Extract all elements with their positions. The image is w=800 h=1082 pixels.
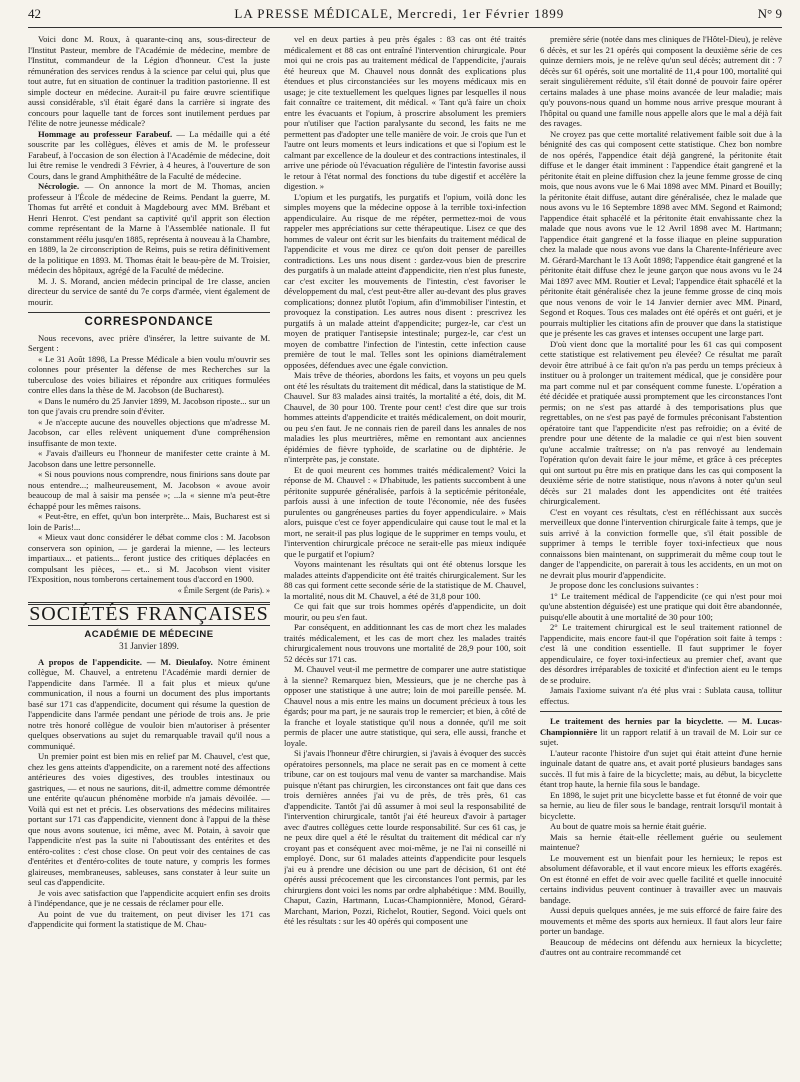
paragraph xyxy=(28,129,270,182)
paragraph: L'auteur raconte l'histoire d'un sujet qui était atteint d'une hernie inguinale datant de quatre ans, et avait porté plusieurs bandages sans succès. Il fut mis à faire de la bicyclette; mais, au début, la bicyclette étant trop haute, la hernie fila sous le bandage. xyxy=(540,747,782,789)
issue-number: N° 9 xyxy=(757,6,782,21)
signature: « Émile Sergent (de Paris). » xyxy=(177,585,270,595)
news-heading: Nécrologie. xyxy=(38,181,80,191)
column-2 xyxy=(284,34,526,1078)
paragraph: D'où vient donc que la mortalité pour les 61 cas qui composent cette statistique est relativement peu élevée? Ce résultat me paraît devoir être attribué à ce fait qu'on n'a pas perdu un temps précieux à instituer ou à prolonger un traitement médical, que je considère pour ma part comme nul et par conséquent comme funeste. L'opération a été décidée et pratiquée aussi promptement que les circonstances l'ont permis; on ne s'est pas attardé à des temporisations plus que regrettables, on ne s'est pas payé de formules préconisant l'abstention opératoire tant que l'appendicite n'est pas refroidie; on a évité de prendre pour une détente de la maladie ce qui n'est bien souvent qu'une accalmie traîtresse; on n'a pas renvoyé au lendemain l'opération qu'on devait faire le jour même, et grâce à ces préceptes qui ont surtout pu être mis en pratique dans les cas qui composent la deuxième série de notre statistique, nous n'avons à noter qu'un seul décès sur 21 malades dont les appendicites ont été traitées chirurgicalement. xyxy=(540,338,782,506)
paragraph: Beaucoup de médecins ont défendu aux hernieux la bicyclette; d'autres ont au contraire recommandé cet xyxy=(540,936,782,957)
session-date: 31 Janvier 1899. xyxy=(119,641,179,651)
paragraph: 1° Le traitement médical de l'appendicite (ce qui n'est pour moi qu'une abstention déguisée) est une pratique qui doit être abandonnée, puisqu'elle aboutit à une mortalité de 30 pour 100; xyxy=(540,590,782,622)
paragraph: première série (notée dans mes cliniques de l'Hôtel-Dieu), je relève 6 décès, et sur les 21 opérés qui composent la deuxième série de ces quinze derniers mois, je ne relève qu'un seul décès; autrement dit : 7 décès sur 61 opérés, soit une mortalité de 11,4 pour 100, mortalité qui serait singulièrement réduite, s'il était donné de pouvoir faire opérer certains malades à une phase moins avancée de leur maladie; mais qu'y pouvons-nous quand un homme nous arrive presque mourant à l'hôpital ou quand une famille nous appelle alors que le mal a déjà fait des ravages. xyxy=(540,34,782,128)
paragraph: 2° Le traitement chirurgical est le seul traitement rationnel de l'appendicite, mais encore faut-il que l'opération soit faite à temps : c'est là une condition essentielle. Il faut supprimer le foyer appendiculaire, ce foyer toxi-infectieux au premier chef, avant que des désordres irréparables de toxicité et d'infection aient eu le temps de se produire. xyxy=(540,622,782,685)
paragraph: « Dans le numéro du 25 Janvier 1899, M. Jacobson riposte... sur un ton que j'avais cru prendre soin d'éviter. xyxy=(28,395,270,416)
paragraph: Je propose donc les conclusions suivantes : xyxy=(550,580,699,590)
paragraph: M. Chauvel veut-il me permettre de comparer une autre statistique à la sienne? Remarquez bien, Messieurs, que je ne cherche pas à opposer une statistique à une autre; loin de moi pareille pensée. M. Chauvel nous a mis entre les mains un document précieux à tous les égards; pour ma part, je ne saurais trop le remercier; et bien, à côté de la franche et loyale statistique qu'il nous a donnée, qu'il me soit permis de placer une autre statistique, qui sera, elle aussi, franche et loyale. xyxy=(284,664,526,748)
paragraph: Nous recevons, avec prière d'insérer, la lettre suivante de M. Sergent : xyxy=(28,332,270,353)
paragraph xyxy=(28,181,270,276)
section-title: CORRESPONDANCE xyxy=(84,316,214,328)
news-text: — La médaille qui a été souscrite par les collègues, élèves et amis de M. le professeur Farabeuf, à l'occasion de son élection à l'Académie de médecine, doit lui être remise le vendredi 3 Février, à 4 heures, à l'ouverture de son Cours, dans le grand Amphithéâtre de la Faculté de médecine. xyxy=(28,128,270,181)
article-heading: Le traitement des hernies par la bicyclette. — M. Lucas-Championnière xyxy=(540,716,782,737)
paragraph: Aussi depuis quelques années, je me suis efforcé de faire faire des mouvements et même des sports aux hernieux. Il faut alors leur faire porter un bandage. xyxy=(540,905,782,936)
paragraph: Par conséquent, en additionnant les cas de mort chez les malades traités médicalement, et les cas de mort chez les malades traités chirurgicalement nous trouvons une mortalité de 28,9 pour 100, soit 52 décès sur 171 cas. xyxy=(284,622,526,664)
paragraph: Et de quoi meurent ces hommes traités médicalement? Voici la réponse de M. Chauvel : « D'habitude, les patients succombent à une péritonite suppurée généralisée, parfois à la septicémie péritonéale, parfois aussi à une infection de toute l'économie, née des fusées purulentes ou gangréneuses parties du foyer appendiculaire. » Mais alors, puisque c'est ce foyer appendiculaire qui cause tout le mal et la mort, ne serait-il pas plus logique de le supprimer en temps voulu, et l'intervention chirurgicale précoce ne serait-elle pas mieux indiquée que le purgatif et l'opium? xyxy=(284,464,526,559)
paragraph: Au point de vue du traitement, on peut diviser les 171 cas d'appendicite qui forment la statistique de M. Chau- xyxy=(28,908,270,929)
article-columns xyxy=(28,34,782,1078)
paragraph: M. J. S. Morand, ancien médecin principal de 1re classe, ancien directeur du service de santé du 7e corps d'armée, vient également de mourir. xyxy=(28,275,270,307)
paragraph: Si j'avais l'honneur d'être chirurgien, si j'avais à évoquer des succès opératoires personnels, ma place ne serait pas en ce moment à cette tribune, car on est toujours mal venu de vanter sa marchandise. Mais puisque n'étant pas chirurgien, les circonstances ont fait que dans ces trois dernières années j'ai vu de près, de très près, 61 cas d'appendicite. Tantôt j'ai dû assumer à moi seul la responsabilité de l'intervention chirurgicale, tantôt j'ai été heureux d'avoir à partager avec d'autres collègues cette lourde responsabilité. Sur ces 61 cas, je ne peux dire quel a été le résultat du traitement dit médical car n'y croyant pas et conséquent avec moi-même, je ne l'ai ni conseillé ni employé. Donc, sur 61 malades atteints d'appendicite pour lesquels j'ai eu à prendre une décision ou une part de décision, 61 ont été opérés aussi précocement que les circonstances l'ont permis, par les chirurgiens dont voici les noms par ordre alphabétique : MM. Bouilly, Chaput, Cazin, Hartmann, Lucas-Championnière, Monod, Gérard-Marchant, Marion, Pozzi, Richelot, Routier, Segond. Voici quels ont été les résultats : sur les 40 opérés qui composent une xyxy=(284,748,526,926)
paragraph: Jamais l'axiome suivant n'a été plus vrai : Sublata causa, tollitur effectus. xyxy=(540,685,782,706)
paragraph: En 1898, le sujet prit une bicyclette basse et fut étonné de voir que sa hernie, au lieu de filer sous le bandage, rentrait lorsqu'il montait à bicyclette. xyxy=(540,789,782,821)
section-title: SOCIÉTÉS FRANÇAISES xyxy=(29,603,269,625)
article-text: Notre éminent collègue, M. Chauvel, a entretenu l'Académie mardi dernier de l'appendicite dans l'armée. Il a fait plus et mieux qu'une communication, il nous a fourni un document des plus importants basé sur 171 cas d'appendicite, document qui résume la question de l'appendicite dans l'armée pendant une période de trois ans. Je prie notre très honoré collègue de vouloir bien m'autoriser à présenter quelques observations au sujet du remarquable travail qu'il nous a communiqué. xyxy=(28,656,270,751)
journal-title: LA PRESSE MÉDICALE, Mercredi, 1er Février 1899 xyxy=(234,6,565,21)
news-heading: Hommage au professeur Farabeuf. xyxy=(38,128,173,139)
paragraph: « Peut-être, en effet, qu'un bon interprète... Mais, Bucharest est si loin de Paris!... xyxy=(28,511,270,532)
column-1 xyxy=(28,34,270,1078)
paragraph: L'opium et les purgatifs, les purgatifs et l'opium, voilà donc les simples moyens que la médecine oppose à la terrible toxi-infection appendiculaire. Au risque de me répéter, permettez-moi de vous rappeler mes appréciations sur cette thérapeutique. Lisez ce que des hommes de valeur ont écrit sur les bienfaits du traitement médical de l'appendicite et vous me direz ce qu'on doit penser de pareilles contradictions. Les uns nous disent : gardez-vous bien de prescrire des purgatifs à un malade atteint d'appendicite, rien n'est plus funeste, car c'est exciter les mouvements de l'intestin, c'est favoriser le développement du mal, c'est peut-être aller au-devant des plus graves complications; donnez plutôt l'opium, afin d'immobiliser l'intestin, et provoquez la constipation. Les autres nous disent : prescrivez les purgatifs à un malade atteint d'appendicite; purgez-le, car c'est un moyen de pratiquer l'antisepsie intestinale; purgez-le, car c'est un moyen de combattre l'infection de l'intestin, cette infection cause première de tout le mal. Telles sont les opinions diamétralement opposées, défendues avec une égale conviction. xyxy=(284,191,526,370)
paragraph: Ce qui fait que sur trois hommes opérés d'appendicite, un doit mourir, ou peu s'en faut. xyxy=(284,601,526,622)
paragraph: Ne croyez pas que cette mortalité relativement faible soit due à la bénignité des cas qui composent cette statistique. Chez bon nombre de nos opérés, l'appendice était déjà gangrené, la péritonite était diffuse et le danger était imminent : l'appendice était gangrené et la péritonite était en pleine diffusion chez la jeune femme grosse de cinq mois, que nous avons vue le 6 Mai 1898 avec MM. Pinard et Bouilly; la péritonite était diffuse, autant dire généralisée, chez le malade que nous avons vu le 16 Septembre 1898 avec MM. Segond et Raimond; l'appendice était sphacélé et la péritonite était envahissante chez la malade que nous avons vue le 12 Avril 1898 avec M. Hartmann; l'appendice était gangrené et la fosse iliaque en pleine suppuration chez la malade que nous avons vue dans la Charente-Inférieure avec M. Gérard-Marchant le 13 Août 1898; l'appendice était gangrené et la péritonite était diffuse chez le jeune garçon que nous avons vu le 24 Mai 1897 avec MM. Routier et Leval; l'appendice était sphacélé et la péritonite était généralisée chez la jeune femme grosse de cinq mois que nous venons de voir le 14 Janvier dernier avec MM. Pinard, Segond et Roques. Tous ces malades ont été opérés et ont guéri, et je pourrais multiplier les citations afin de prouver que dans la statistique que je présente les cas graves et intenses occupent une large part. xyxy=(540,128,782,338)
paragraph: C'est en voyant ces résultats, c'est en réfléchissant aux succès merveilleux que donne l'intervention chirurgicale faite à temps, que je suis arrivé à la conviction formelle que, s'il était possible de supprimer à temps le terrible foyer toxi-infectieux que nous connaissons bien maintenant, on supprimerait du même coup tout le danger de l'appendicite, on parerait à tous les accidents, en un mot on ne devrait plus mourir d'appendicite. xyxy=(540,506,782,580)
paragraph xyxy=(540,716,782,748)
page-header xyxy=(28,6,782,28)
page-number: 42 xyxy=(28,6,41,21)
paragraph: Au bout de quatre mois sa hernie était guérie. xyxy=(550,821,707,831)
paragraph: Je vois avec satisfaction que l'appendicite acquiert enfin ses droits à l'indépendance, que je ne cessais de réclamer pour elle. xyxy=(28,887,270,908)
article-text: lit un rapport relatif à un travail de M. Loir sur ce sujet. xyxy=(540,726,782,747)
paragraph: vel en deux parties à peu près égales : 83 cas ont été traités médicalement et 88 cas ont entraîné l'intervention chirurgicale. Pour moi qui ne crois pas au traitement médical de l'appendicite, j'aurais été heureux que M. Chauvel nous donnât des explications plus étendues et plus circonstanciées sur les moyens médicaux mis en usage; je cite textuellement les quelques lignes par lesquelles il nous fait connaître ce traitement, dit médical. « Tant qu'à faire un choix entre les évacuants et l'opium, à proscrire absolument les premiers pour n'utiliser que l'action paralysante du second, les faits ne me permettent pas d'adopter une telle manière de voir. Je crois que l'un et l'autre ont leurs moments et leurs indications et que si l'opium est le calmant par excellence de la douleur et des contractions intestinales, il arrive une période où l'évacuation régulière de l'intestin favorise aussi le retour à l'état normal des fonctions du tube digestif et accélère la digestion. » xyxy=(284,34,526,191)
paragraph: « J'avais d'ailleurs eu l'honneur de manifester cette crainte à M. Jacobson dans une lettre personnelle. xyxy=(28,448,270,469)
divider xyxy=(28,312,270,313)
subsection-title: ACADÉMIE DE MÉDECINE xyxy=(84,628,214,640)
paragraph: « Le 31 Août 1898, La Presse Médicale a bien voulu m'ouvrir ses colonnes pour présenter la défense de mes Recherches sur la tuberculose des voies biliaires et répondre aux critiques formulées contre elles dans la thèse de M. Jacobson (de Bucharest). xyxy=(28,353,270,395)
article-heading: A propos de l'appendicite. — M. Dieulafoy. xyxy=(38,656,213,667)
paragraph: Le mouvement est un bienfait pour les hernieux; le repos est absolument défavorable, et il vaut encore mieux les efforts exagérés. On est étonné en effet de voir avec quelle facilité et quelle innocuité certains individus peuvent continuer à travailler avec un mauvais bandage. xyxy=(540,852,782,905)
divider xyxy=(540,711,782,712)
paragraph: « Je n'accepte aucune des nouvelles objections que m'adresse M. Jacobson, car elles relèvent uniquement d'une compréhension insuffisante de mon texte. xyxy=(28,416,270,448)
news-text: — On annonce la mort de M. Thomas, ancien professeur à l'École de médecine de Reims. Pendant la guerre, M. Thomas fut arrêté et conduit à Magdebourg avec MM. Brébant et Henri Henrot. C'est pendant sa captivité qu'il apprit son élection comme représentant de la Marne à l'Assemblée nationale. Il fut constamment réélu jusqu'en 1885, représenta à nouveau à la Chambre, en 1889, la 2e circonscription de Reims, puis se retira définitivement de la politique en 1893. M. Thomas était le beau-père de M. Troisier, médecin des hôpitaux, agrégé de la Faculté de médecine. xyxy=(28,181,270,275)
paragraph: Mais trêve de théories, abordons les faits, et voyons un peu quels ont été les résultats du traitement dit médical, dans la statistique de M. Chauvel. Sur 83 malades ainsi traités, la mortalité a été, dois, dit M. Chauvel, de 30 pour 100. Trente pour cent! c'est dire que sur trois hommes atteints d'appendicite et traités médicalement, on doit mourir, ou peu s'en faut. Je ne connais rien de pareil dans les annales de nos maladies les plus meurtrières, même en remontant aux anciennes épidémies de fièvre typhoïde, de scarlatine ou de diphtérie. Je n'interprète pas, je constate. xyxy=(284,370,526,464)
paragraph: « Mieux vaut donc considérer le débat comme clos : M. Jacobson conservera son opinion, — je garderai la mienne, — les lecteurs impartiaux... et patients... feront justice des critiques déplacées en compulsant les pièces, — et... si M. Jacobson vient visiter l'Exposition, nous tomberons certainement tous d'accord en 1900. xyxy=(28,532,270,584)
paragraph xyxy=(28,657,270,752)
paragraph: Voici donc M. Roux, à quarante-cinq ans, sous-directeur de l'Institut Pasteur, membre de l'Académie de médecine, membre de l'Institut, commandeur de la Légion d'honneur. C'est la juste rémunération des services rendus à la science par celui qui, plus que tout autre, fut en situation de continuer la tradition pastorienne. Il est simple docteur en médecine. Aurait-il pu faire œuvre scientifique aussi considérable, s'il était égaré dans la carrière si ingrate des concours pour laquelle tant de forces sont inutilement perdues par l'élite de notre jeunesse médicale? xyxy=(28,34,270,128)
paragraph: Voyons maintenant les résultats qui ont été obtenus lorsque les malades atteints d'appendicite ont été traités chirurgicalement. Sur les 88 cas qui forment cette seconde série de la statistique de M. Chauvel, la mortalité, nous dit M. Chauvel, a été de 31,8 pour 100. xyxy=(284,559,526,601)
paragraph: Un premier point est bien mis en relief par M. Chauvel, c'est que, chez les gens atteints d'appendicite, on a rarement noté des affections antérieures des voies digestives, des troubles intestinaux ou gastriques, — et nous ne saurions, dit-il, admettre comme démontrée une entérite qu'aucun phénomène morbide n'a jamais dévoilée. — Voilà qui est net et précis. Les observations des médecins militaires portant sur 171 cas d'appendicite, viennent donc à l'appui de la thèse que nous avons soutenue, ici même, avec M. Potain, à savoir que l'appendicite n'est pas la suite ni l'aboutissant des entérites et des entéro-colites : c'est chose close. On peut voir des centaines de cas d'entérites et d'entéro-colites de toute nature, y compris les formes glaireuses, membraneuses, sableuses, sans constater à leur suite un seul cas d'appendicite. xyxy=(28,751,270,887)
column-3 xyxy=(540,34,782,1078)
paragraph: Mais sa hernie était-elle réellement guérie ou seulement maintenue? xyxy=(540,831,782,852)
paragraph: « Si nous pouvions nous comprendre, nous finirions sans doute par nous entendre...; malheureusement, M. Jacobson « avoue avoir beaucoup de mal à saisir ma pensée »; ...la « sienne m'a peut-être échappé pour les mêmes raisons. xyxy=(28,469,270,511)
